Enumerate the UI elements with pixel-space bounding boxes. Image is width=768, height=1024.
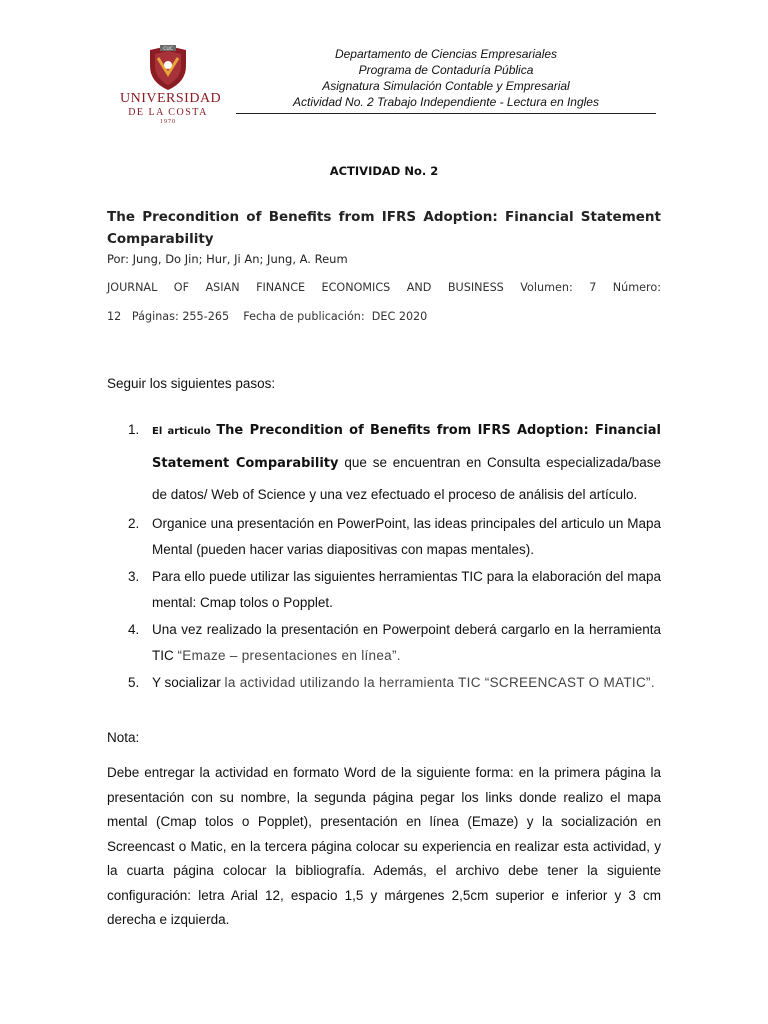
step-number: 4. <box>128 622 140 637</box>
steps-intro: Seguir los siguientes pasos: <box>107 376 276 391</box>
document-header <box>236 46 656 110</box>
step-tool-name: “Emaze – presentaciones en línea”. <box>177 648 401 663</box>
header-activity: Actividad No. 2 Trabajo Independiente - Lectura en Ingles <box>293 95 599 109</box>
university-logo <box>120 44 222 128</box>
paper-authors: Por: Jung, Do Jin; Hur, Ji An; Jung, A. Reum <box>107 252 348 266</box>
header-department: Departamento de Ciencias Empresariales <box>334 47 558 61</box>
step-item <box>128 511 661 563</box>
paper-title: The Precondition of Benefits from IFRS Adoption: Financial Statement Comparability <box>107 209 661 247</box>
journal-info-line2: 12 Páginas: 255-265 Fecha de publicación: DEC 2020 <box>107 310 428 323</box>
header-program: Programa de Contaduría Pública <box>358 63 534 77</box>
step-item <box>128 564 661 616</box>
step-number: 3. <box>128 569 140 584</box>
step-text: Una vez realizado la presentación en Powerpoint deberá cargarlo en la herramienta TIC <box>152 622 661 663</box>
step-text: Para ello puede utilizar las siguientes herramientas TIC para la elaboración del mapa mental: Cmap tolos o Popplet. <box>152 569 661 610</box>
university-name: UNIVERSIDAD <box>120 91 222 106</box>
university-shield-icon <box>146 44 190 92</box>
note-label: Nota: <box>107 730 140 745</box>
step-number: 5. <box>128 675 140 690</box>
activity-title: ACTIVIDAD No. 2 <box>329 164 439 178</box>
step-number: 1. <box>128 422 140 437</box>
delivery-instructions: Debe entregar la actividad en formato Word de la siguiente forma: en la primera página la presentación con su nombre, la segunda página pegar los links donde realizo el mapa mental (Cmap tolos o Popplet), presentación en línea (Emaze) y la socialización en Screencast o Matic, en la tercera página colocar su experiencia en realizar esta actividad, y la cuarta página colocar la bibliografía. Además, el archivo debe tener la siguiente configuración: letra Arial 12, espacio 1,5 y márgenes 2,5cm superior e inferior y 3 cm derecha e izquierda. <box>107 765 661 927</box>
step-tool-name: la actividad utilizando la herramienta TIC “SCREENCAST O MATIC”. <box>224 675 655 690</box>
step-item <box>128 670 661 696</box>
step-prefix: El articulo <box>152 426 211 437</box>
header-divider <box>236 113 656 114</box>
step-text: Organice una presentación en PowerPoint, las ideas principales del articulo un Mapa Mental (pueden hacer varias diapositivas con mapas mentales). <box>152 516 661 557</box>
university-subname: DE LA COSTA <box>128 107 208 118</box>
university-year: 1970 <box>160 119 176 125</box>
step-item <box>128 617 661 669</box>
svg-text:CUC: CUC <box>163 47 173 52</box>
step-text: Y socializar <box>152 675 225 690</box>
header-course: Asignatura Simulación Contable y Empresarial <box>322 79 570 93</box>
step-text: que se encuentran en Consulta especializada/base de datos/ Web of Science y una vez efectuado el proceso de análisis del artículo. <box>152 455 661 502</box>
step-number: 2. <box>128 516 140 531</box>
journal-info-line1: JOURNAL OF ASIAN FINANCE ECONOMICS AND BUSINESS Volumen: 7 Número: <box>107 281 661 294</box>
step-item <box>128 414 661 510</box>
steps-list <box>128 414 661 697</box>
step-article-title: The Precondition of Benefits from IFRS Adoption: Financial Statement Comparability <box>152 423 661 471</box>
